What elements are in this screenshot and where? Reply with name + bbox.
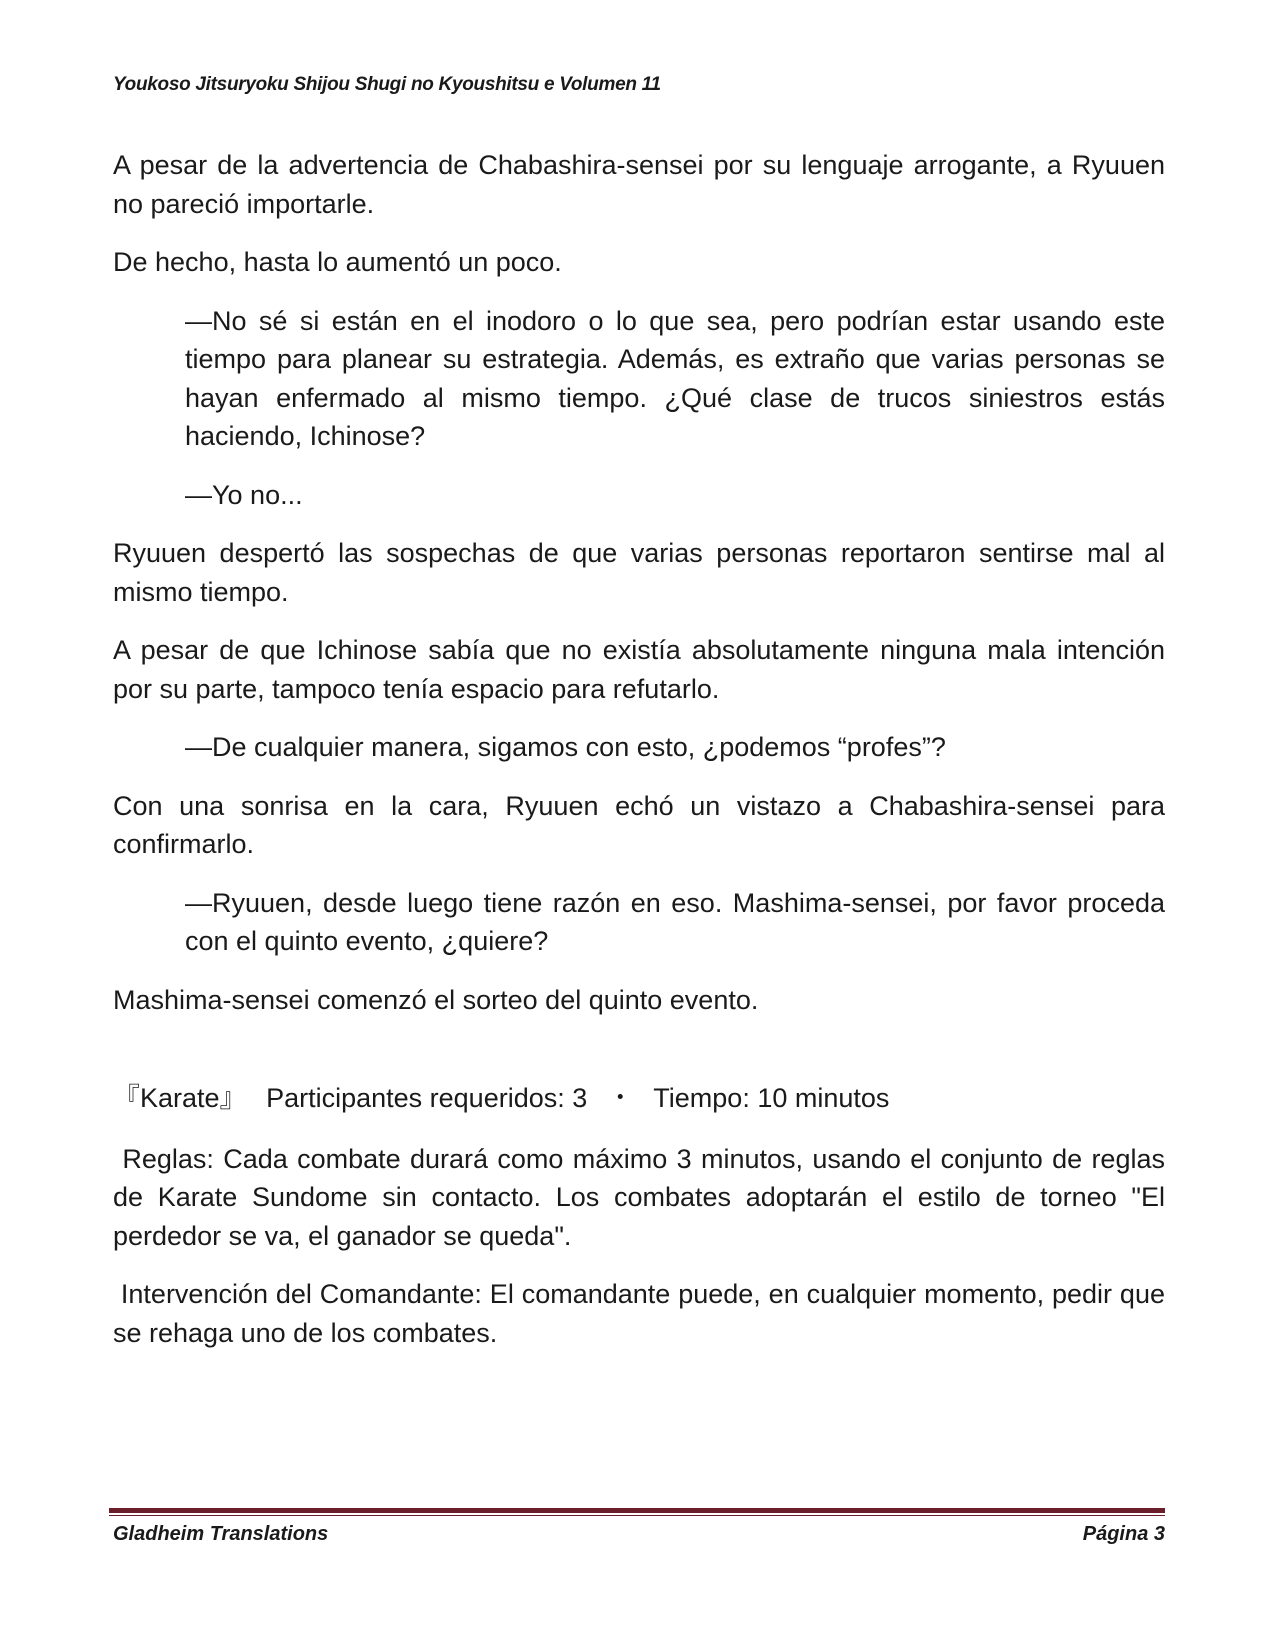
paragraph-1: A pesar de la advertencia de Chabashira-sensei por su lenguaje arrogante, a Ryuuen no pareció importarle.	[113, 150, 1165, 219]
dialogue-ichinose: —Yo no...	[185, 479, 303, 510]
running-header: Youkoso Jitsuryoku Shijou Shugi no Kyoushitsu e Volumen 11	[113, 74, 661, 95]
paragraph-2: De hecho, hasta lo aumentó un poco.	[113, 247, 562, 277]
page-body	[113, 146, 1173, 1372]
event-name: 『Karate』	[113, 1083, 247, 1113]
event-rules: Reglas: Cada combate durará como máximo 3 minutos, usando el conjunto de reglas de Karate Sundome sin contacto. Los combates adoptarán el estilo de torneo "El perdedor se va, el ganador se queda".	[113, 1143, 1173, 1251]
event-separator: ・	[606, 1083, 634, 1113]
paragraph-6: Mashima-sensei comenzó el sorteo del quinto evento.	[113, 984, 759, 1015]
event-time: Tiempo: 10 minutos	[653, 1083, 890, 1113]
paragraph-5: Con una sonrisa en la cara, Ryuuen echó un vistazo a Chabashira-sensei para confirmarlo.	[113, 790, 1165, 859]
dialogue-ryuuen-1: —No sé si están en el inodoro o lo que sea, pero podrían estar usando este tiempo para planear su estrategia. Además, es extraño que varias personas se hayan enfermado al mismo tiempo. ¿Qué clase de trucos siniestros estás haciendo, Ichinose?	[185, 305, 1165, 451]
footer-divider-thin	[109, 1515, 1165, 1516]
paragraph-3: Ryuuen despertó las sospechas de que varias personas reportaron sentirse mal al mismo tiempo.	[113, 538, 1165, 607]
dialogue-ryuuen-2: —De cualquier manera, sigamos con esto, ¿podemos “profes”?	[185, 732, 946, 762]
event-participants: Participantes requeridos: 3	[266, 1083, 588, 1113]
footer-page-number: Página 3	[1082, 1523, 1165, 1545]
event-heading	[113, 1079, 1165, 1118]
dialogue-chabashira: —Ryuuen, desde luego tiene razón en eso. Mashima-sensei, por favor proceda con el quinto evento, ¿quiere?	[185, 887, 1165, 956]
footer-divider-thick	[109, 1508, 1165, 1513]
event-intervention: Intervención del Comandante: El comandante puede, en cualquier momento, pedir que se rehaga uno de los combates.	[113, 1279, 1173, 1348]
footer-translator: Gladheim Translations	[113, 1523, 329, 1545]
paragraph-4: A pesar de que Ichinose sabía que no existía absolutamente ninguna mala intención por su parte, tampoco tenía espacio para refutarlo.	[113, 635, 1165, 704]
